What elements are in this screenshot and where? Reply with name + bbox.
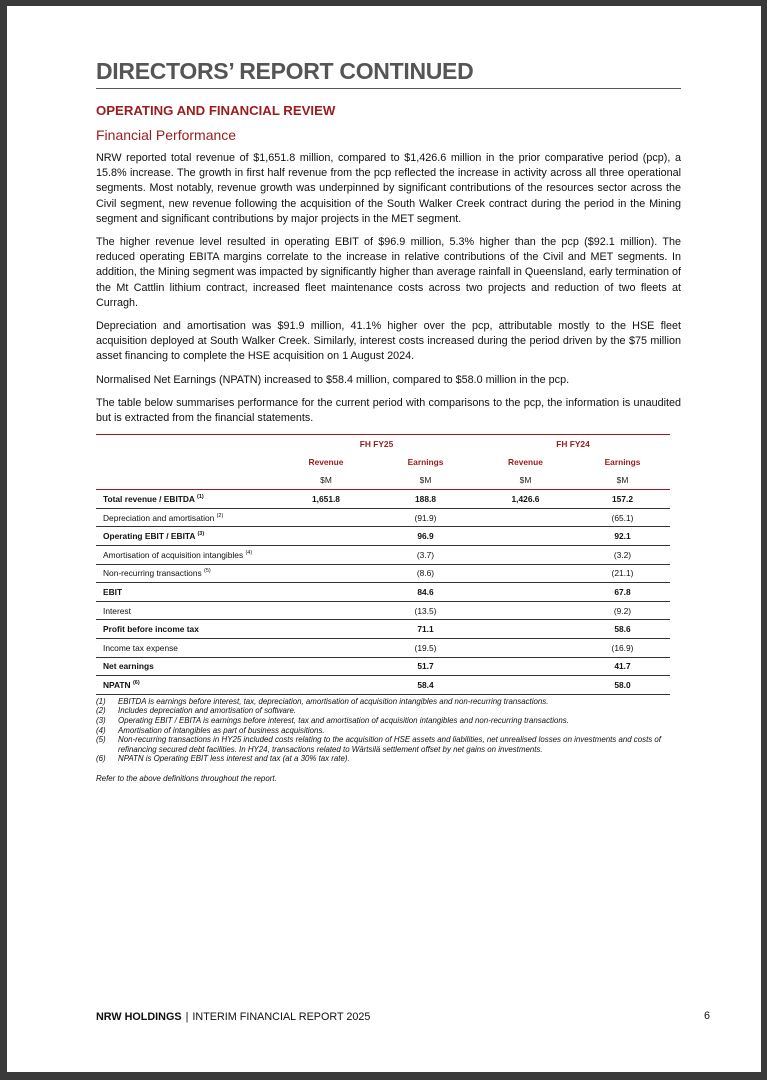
value-cell: 58.6 [575, 620, 670, 639]
row-label [96, 601, 277, 620]
row-label [96, 583, 277, 602]
value-cell [277, 583, 375, 602]
value-cell: 67.8 [575, 583, 670, 602]
value-cell: (9.2) [575, 601, 670, 620]
value-cell [277, 620, 375, 639]
value-cell [277, 546, 375, 565]
row-label-text: Total revenue / EBITDA [103, 494, 195, 505]
value-cell [476, 639, 575, 658]
table-row [96, 657, 670, 676]
value-cell [476, 546, 575, 565]
row-label [96, 490, 277, 509]
value-cell [476, 657, 575, 676]
value-cell: 1,651.8 [277, 490, 375, 509]
col-earnings-fy24: Earnings [604, 457, 641, 468]
section-heading: OPERATING AND FINANCIAL REVIEW [96, 103, 336, 118]
footnote-text: EBITDA is earnings before interest, tax, depreciation, amortisation of acquisition intangibles and non-recurring transactions. [118, 696, 549, 706]
value-cell [277, 639, 375, 658]
table-row [96, 676, 670, 695]
footnote-text: Operating EBIT / EBITA is earnings before interest, tax and amortisation of acquisition intangibles and non-recurring transactions. [118, 715, 569, 725]
table-row [96, 620, 670, 639]
col-revenue-fy25: Revenue [308, 457, 344, 468]
row-footnote-ref: (2) [216, 512, 224, 519]
value-cell [476, 676, 575, 695]
value-cell: (21.1) [575, 564, 670, 583]
period-header-row [96, 435, 670, 454]
report-title-rest: CONTINUED [339, 58, 474, 84]
value-cell [277, 508, 375, 527]
table-row [96, 490, 670, 509]
col-revenue-fy24: Revenue [508, 457, 543, 468]
footnote-number: (1) [96, 696, 106, 706]
value-cell [277, 601, 375, 620]
row-label-text: Interest [103, 605, 131, 616]
unit-cell: $M [375, 471, 476, 490]
row-footnote-ref: (3) [197, 531, 205, 538]
financial-performance-table [96, 434, 670, 695]
value-cell: (65.1) [575, 508, 670, 527]
page-content [96, 58, 681, 783]
table-body [96, 490, 670, 695]
paragraph-npatn: Normalised Net Earnings (NPATN) increased to $58.4 million, compared to $58.0 million in the pcp. [96, 373, 570, 386]
value-cell: (16.9) [575, 639, 670, 658]
row-label-text: EBIT [103, 587, 123, 598]
table-row [96, 564, 670, 583]
value-cell: (13.5) [375, 601, 476, 620]
page-footer [96, 1011, 710, 1023]
table-row [96, 546, 670, 565]
paragraph-table-intro: The table below summarises performance for the current period with comparisons to the pcp, the information is unaudited but is extracted from the financial statements. [96, 396, 681, 425]
row-label-text: NPATN [103, 679, 131, 690]
period-fh-fy25: FH FY25 [277, 435, 476, 454]
unit-cell: $M [277, 471, 375, 490]
column-header-row [96, 453, 670, 471]
row-footnote-ref: (1) [197, 494, 204, 501]
footnote-number: (4) [96, 725, 106, 735]
footnote [96, 754, 681, 764]
row-label [96, 546, 277, 565]
value-cell [476, 620, 575, 639]
footnote-text: NPATN is Operating EBIT less interest and tax (at a 30% tax rate). [118, 754, 350, 764]
row-label [96, 527, 277, 546]
refer-note: Refer to the above definitions throughout the report. [96, 773, 277, 783]
value-cell [277, 657, 375, 676]
page-number: 6 [703, 1010, 710, 1022]
footnote-number: (5) [96, 735, 106, 745]
value-cell [476, 564, 575, 583]
paragraph-revenue: NRW reported total revenue of $1,651.8 million, compared to $1,426.6 million in the prior comparative period (pcp), a 15.8% increase. The growth in first half revenue from the pcp reflected the increase in activity across all three operational segments. Most notably, revenue growth was underpinned by significant contributions of the resources sector across the Civil segment, new revenue following the acquisition of the South Walker Creek contract during the period in the Mining segment and significant contributions by major projects in the MET segment. [96, 152, 681, 225]
row-label-text: Depreciation and amortisation [103, 512, 215, 523]
value-cell: (19.5) [375, 639, 476, 658]
table-row [96, 601, 670, 620]
footnote-number: (2) [96, 706, 106, 716]
value-cell: (91.9) [375, 508, 476, 527]
row-label [96, 564, 277, 583]
table-row [96, 583, 670, 602]
row-label-text: Operating EBIT / EBITA [103, 531, 196, 542]
unit-cell: $M [476, 471, 575, 490]
row-label-text: Non-recurring transactions [103, 568, 202, 579]
value-cell [476, 527, 575, 546]
value-cell [277, 564, 375, 583]
footnote-number: (3) [96, 715, 106, 725]
value-cell [476, 601, 575, 620]
value-cell [277, 676, 375, 695]
row-label-text: Income tax expense [103, 642, 178, 653]
value-cell: 157.2 [575, 490, 670, 509]
row-label [96, 620, 277, 639]
value-cell: 92.1 [575, 527, 670, 546]
table-row [96, 639, 670, 658]
value-cell: (8.6) [375, 564, 476, 583]
value-cell: 188.8 [375, 490, 476, 509]
col-earnings-fy25: Earnings [407, 457, 444, 468]
report-title-bold: DIRECTORS’ REPORT [96, 58, 334, 84]
value-cell: 51.7 [375, 657, 476, 676]
footnote-number: (6) [96, 754, 106, 764]
report-title [96, 58, 681, 89]
paragraph-depreciation: Depreciation and amortisation was $91.9 million, 41.1% higher over the pcp, attributable mostly to the HSE fleet acquisition deployed at South Walker Creek. Similarly, interest costs increased during the period driven by the $75 million asset financing to complete the HSE acquisition on 1 August 2024. [96, 320, 681, 363]
row-label [96, 657, 277, 676]
value-cell [476, 583, 575, 602]
value-cell: (3.2) [575, 546, 670, 565]
footnote-text: Includes depreciation and amortisation of software. [118, 706, 297, 716]
table-row [96, 508, 670, 527]
value-cell: 96.9 [375, 527, 476, 546]
unit-cell: $M [575, 471, 670, 490]
footnote [96, 735, 681, 754]
footnote-text: Non-recurring transactions in HY25 included costs relating to the acquisition of HSE assets and liabilities, net unrealised losses on investments and costs of refinancing secured debt facilities. In HY24, transactions related to Wärtsilä settlement offset by net gains on investments. [118, 735, 661, 754]
value-cell: 1,426.6 [476, 490, 575, 509]
row-label-text: Net earnings [103, 661, 154, 672]
footnote-text: Amortisation of intangibles as part of business acquisitions. [118, 725, 325, 735]
table-row [96, 527, 670, 546]
sub-heading: Financial Performance [96, 127, 237, 143]
period-fh-fy24: FH FY24 [476, 435, 670, 454]
row-label-text: Profit before income tax [103, 624, 199, 635]
value-cell: 41.7 [575, 657, 670, 676]
value-cell: 84.6 [375, 583, 476, 602]
footnote [96, 706, 681, 716]
value-cell: 58.0 [575, 676, 670, 695]
row-label [96, 639, 277, 658]
paragraph-ebit: The higher revenue level resulted in operating EBIT of $96.9 million, 5.3% higher than the pcp ($92.1 million). The reduced operating EBITA margins correlate to the increase in relative contributions of the Civil and MET segments. In addition, the Mining segment was impacted by significantly higher than average rainfall in Queensland, early termination of the Mt Cattlin lithium contract, increased fleet maintenance costs across two projects and reduction of two fleets at Curragh. [96, 236, 681, 309]
footer-separator: | [185, 1011, 189, 1023]
value-cell [476, 508, 575, 527]
units-row [96, 471, 670, 490]
row-footnote-ref: (5) [204, 568, 211, 575]
row-label [96, 676, 277, 695]
row-label-text: Amortisation of acquisition intangibles [103, 549, 244, 560]
row-footnote-ref: (4) [245, 550, 253, 557]
value-cell: 58.4 [375, 676, 476, 695]
footnote [96, 726, 681, 736]
footnote [96, 716, 681, 726]
footer-report-name: INTERIM FINANCIAL REPORT 2025 [192, 1011, 371, 1023]
footer-brand: NRW HOLDINGS [96, 1011, 182, 1023]
row-label [96, 508, 277, 527]
footnotes [96, 697, 681, 764]
value-cell: (3.7) [375, 546, 476, 565]
value-cell [277, 527, 375, 546]
document-page [7, 6, 761, 1072]
row-footnote-ref: (6) [132, 680, 140, 687]
value-cell: 71.1 [375, 620, 476, 639]
footnote [96, 697, 681, 707]
